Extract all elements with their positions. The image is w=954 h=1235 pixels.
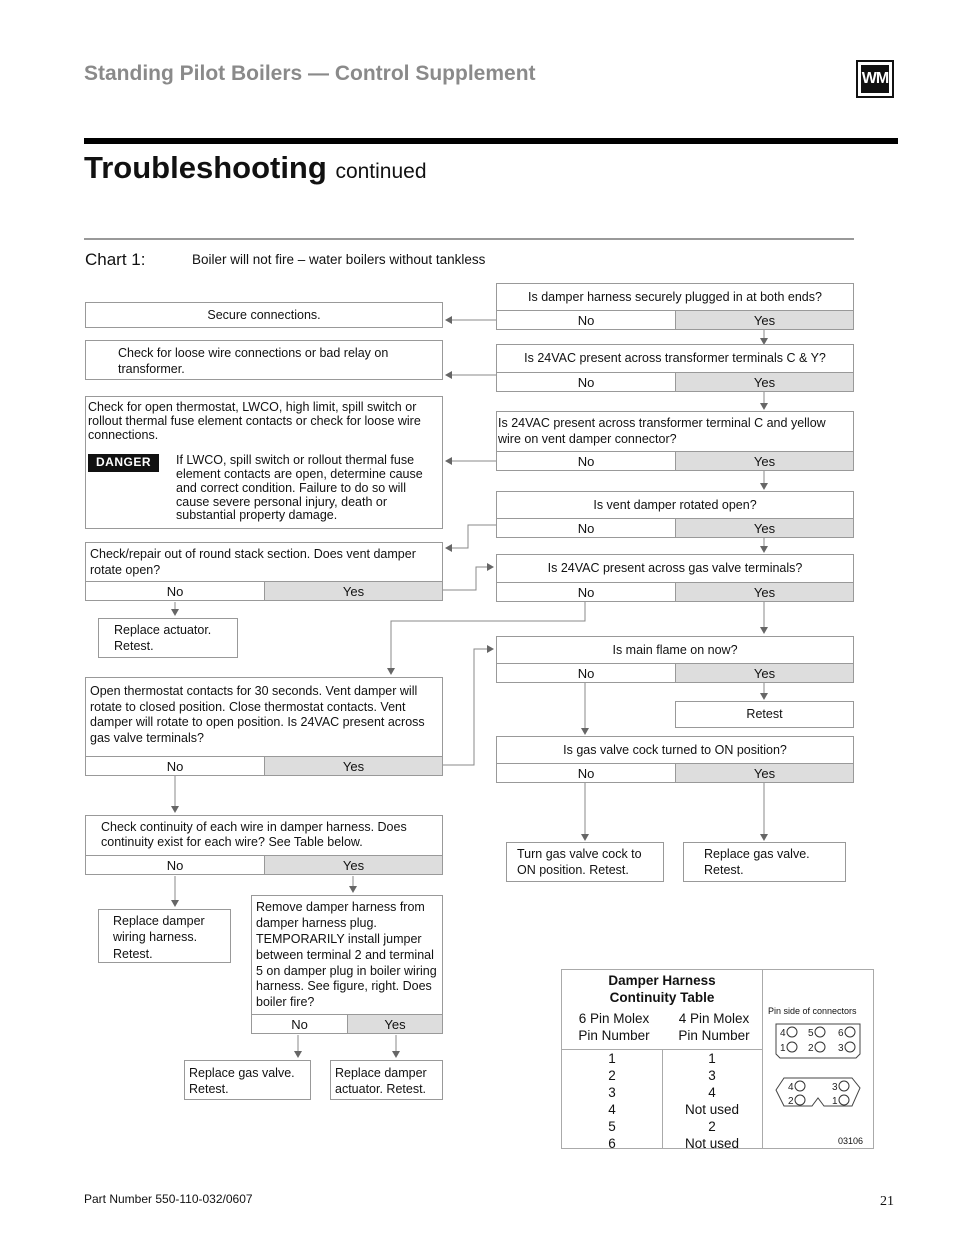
four-pin-4: 4: [788, 1082, 794, 1093]
question-jumper-test: Remove damper harness from damper harness plug. TEMPORARILY install jumper between terminal 2 and terminal 5 on damper plug in boiler wiring harness. See figure, right. Does boiler fire?: [251, 895, 443, 1015]
question-gas-cock-on: Is gas valve cock turned to ON position?: [496, 736, 854, 764]
col2-line2: Pin Number: [678, 1027, 750, 1043]
question-damper-harness: Is damper harness securely plugged in at both ends?: [496, 283, 854, 311]
question-open-thermostat: Open thermostat contacts for 30 seconds. Vent damper will rotate to closed position. Close thermostat contacts. Vent damper will rotate to open position. Is 24VAC present across gas valve terminals?: [85, 677, 443, 757]
answer-no: No: [85, 756, 265, 776]
connector-diagram: [772, 1020, 867, 1110]
table-row: [562, 1084, 762, 1101]
table-cell-4pin: 2: [708, 1119, 716, 1134]
table-body: [562, 1050, 762, 1152]
answer-no: No: [496, 451, 676, 471]
action-replace-gas-valve-left: Replace gas valve. Retest.: [184, 1060, 311, 1100]
action-check-thermostat: [85, 396, 443, 529]
danger-text: If LWCO, spill switch or rollout thermal fuse element contacts are open, determine cause and correct condition. Failure to do so will cause severe personal injury, death or substantial property damage.: [176, 453, 423, 523]
six-pin-2: 2: [808, 1043, 814, 1054]
table-row: [562, 1050, 762, 1067]
answer-yes: Yes: [675, 310, 854, 330]
answer-yes: Yes: [675, 451, 854, 471]
action-secure-connections: Secure connections.: [85, 302, 443, 328]
answer-yes: Yes: [675, 663, 854, 683]
table-cell-4pin: 1: [708, 1051, 716, 1066]
answer-no: No: [496, 763, 676, 783]
footer-page-number: 21: [880, 1194, 894, 1209]
table-cell-4pin: Not used: [684, 1102, 740, 1117]
answer-yes: Yes: [264, 855, 443, 875]
table-cell-4pin: 3: [708, 1068, 716, 1083]
action-replace-harness: Replace damper wiring harness. Retest.: [98, 909, 231, 963]
six-pin-5: 5: [808, 1028, 814, 1039]
four-pin-3: 3: [832, 1082, 838, 1093]
continuity-table: [561, 969, 874, 1149]
col-header-6pin: [562, 1011, 666, 1045]
section-title-main: Troubleshooting: [84, 150, 327, 185]
table-cell-6pin: 3: [608, 1085, 616, 1100]
action-replace-damper-actuator: Replace damper actuator. Retest.: [330, 1060, 443, 1100]
section-title-sub: continued: [335, 160, 427, 183]
question-transformer-yellow: Is 24VAC present across transformer terminal C and yellow wire on vent damper connector?: [496, 411, 854, 452]
answer-no: No: [496, 518, 676, 538]
table-row: [562, 1118, 762, 1135]
table-row: [562, 1101, 762, 1118]
thermostat-lead-text: Check for open thermostat, LWCO, high limit, spill switch or rollout thermal fuse element contacts or check for loose wire connections.: [88, 400, 421, 442]
answer-yes: Yes: [675, 372, 854, 392]
question-gas-valve-24vac: Is 24VAC present across gas valve terminals?: [496, 554, 854, 583]
action-turn-gas-cock: Turn gas valve cock to ON position. Retest.: [506, 842, 664, 882]
question-check-continuity: Check continuity of each wire in damper harness. Does continuity exist for each wire? See Table below.: [85, 815, 443, 856]
answer-no: No: [251, 1014, 348, 1034]
document-header-title: Standing Pilot Boilers — Control Supplement: [84, 62, 536, 85]
answer-yes: Yes: [347, 1014, 443, 1034]
table-title-line1: Damper Harness: [608, 973, 716, 988]
action-retest: Retest: [675, 701, 854, 728]
answer-no: No: [85, 581, 265, 601]
four-pin-1: 1: [832, 1096, 838, 1107]
table-divider-right: [762, 970, 763, 1148]
danger-label: DANGER: [88, 454, 159, 472]
col-header-4pin: [665, 1011, 763, 1045]
action-check-loose-wires: Check for loose wire connections or bad relay on transformer.: [85, 340, 443, 380]
action-replace-gas-valve-right: Replace gas valve. Retest.: [683, 842, 846, 882]
question-main-flame: Is main flame on now?: [496, 636, 854, 664]
table-row: [562, 1067, 762, 1084]
table-cell-4pin: Not used: [684, 1136, 740, 1151]
answer-no: No: [496, 372, 676, 392]
six-pin-3: 3: [838, 1043, 844, 1054]
table-row: [562, 1135, 762, 1152]
question-vent-damper-open: Is vent damper rotated open?: [496, 491, 854, 519]
col1-line1: 6 Pin Molex: [578, 1011, 650, 1026]
six-pin-4: 4: [780, 1028, 786, 1039]
answer-no: No: [85, 855, 265, 875]
answer-yes: Yes: [675, 763, 854, 783]
table-cell-6pin: 4: [608, 1102, 616, 1117]
col1-line2: Pin Number: [578, 1027, 650, 1043]
answer-no: No: [496, 582, 676, 602]
table-cell-6pin: 2: [608, 1068, 616, 1083]
four-pin-2: 2: [788, 1096, 794, 1107]
answer-yes: Yes: [264, 756, 443, 776]
table-cell-6pin: 1: [608, 1051, 616, 1066]
table-title-line2: Continuity Table: [609, 989, 715, 1005]
six-pin-1: 1: [780, 1043, 786, 1054]
action-replace-actuator: Replace actuator. Retest.: [98, 618, 238, 658]
table-cell-6pin: 5: [608, 1119, 616, 1134]
question-stack-section: Check/repair out of round stack section. Does vent damper rotate open?: [85, 542, 443, 582]
chart-title: Boiler will not fire – water boilers without tankless: [192, 252, 486, 267]
continuity-table-title: [562, 970, 762, 1007]
question-transformer-cy: Is 24VAC present across transformer terminals C & Y?: [496, 344, 854, 373]
connector-caption: Pin side of connectors: [768, 1006, 857, 1016]
table-cell-4pin: 4: [708, 1085, 716, 1100]
answer-yes: Yes: [675, 582, 854, 602]
danger-block: [88, 454, 440, 523]
six-pin-6: 6: [838, 1028, 844, 1039]
chart-label: Chart 1:: [85, 250, 146, 269]
footer-part-number: Part Number 550-110-032/0607: [84, 1192, 253, 1206]
answer-no: No: [496, 663, 676, 683]
answer-yes: Yes: [675, 518, 854, 538]
answer-no: No: [496, 310, 676, 330]
brand-logo-mark: WM: [861, 65, 889, 93]
table-cell-6pin: 6: [608, 1136, 616, 1151]
figure-id: 03106: [838, 1136, 864, 1146]
col2-line1: 4 Pin Molex: [678, 1011, 750, 1026]
answer-yes: Yes: [264, 581, 443, 601]
